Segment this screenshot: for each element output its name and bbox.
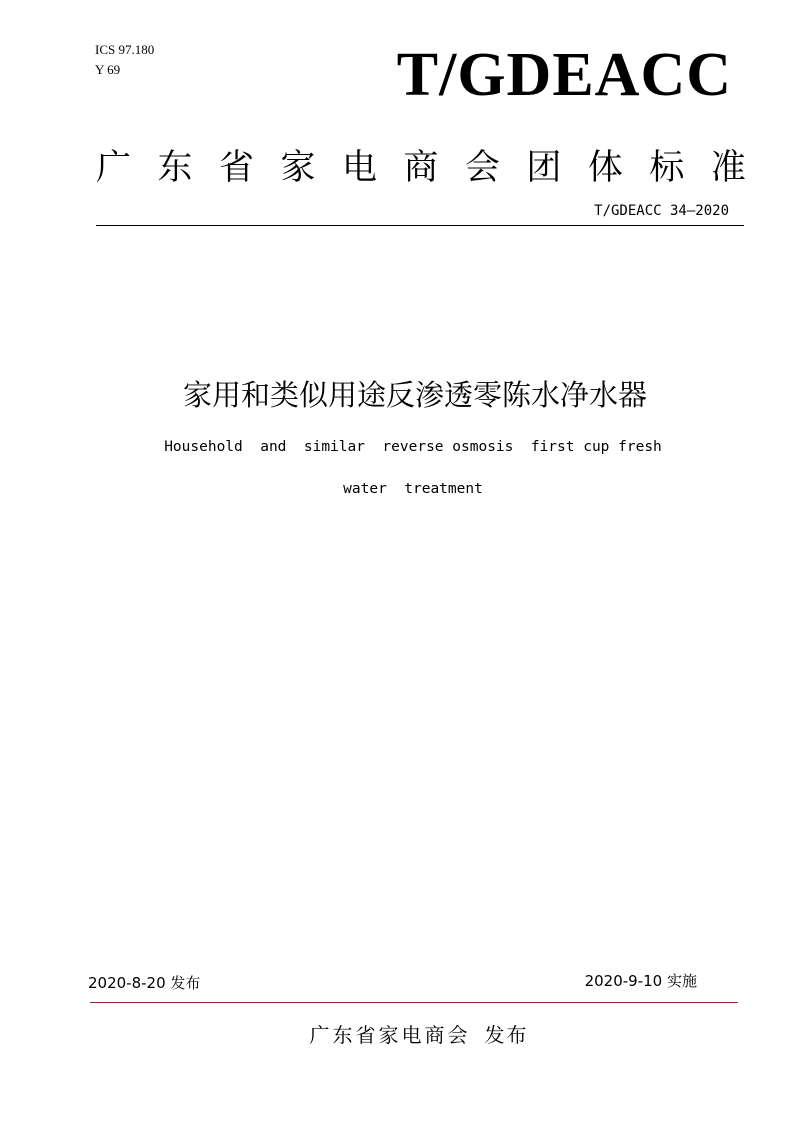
publish-date: 2020-8-20 发布 (88, 974, 201, 992)
org-title-char: 广 (96, 148, 132, 188)
english-title-line-1: Household and similar reverse osmosis first cup fresh (164, 439, 662, 455)
org-title-char: 家 (280, 148, 316, 188)
standard-number: T/GDEACC 34—2020 (594, 203, 729, 219)
class-code: Y 69 (95, 62, 121, 77)
org-title-char: 商 (403, 148, 439, 188)
bottom-divider (90, 1002, 738, 1003)
top-divider (96, 225, 744, 226)
org-title-char: 标 (649, 148, 685, 188)
org-title-char: 电 (341, 148, 377, 188)
org-title-char: 省 (218, 148, 254, 188)
implementation-date: 2020-9-10 实施 (584, 972, 697, 990)
chinese-title: 家用和类似用途反渗透零陈水净水器 (182, 378, 647, 412)
english-title-line-2: water treatment (343, 481, 483, 497)
publisher-verb: 发布 (484, 1023, 529, 1047)
publisher-line (0, 1020, 800, 1050)
organization-title (96, 146, 746, 190)
standard-logo: T/GDEACC (396, 41, 732, 109)
publisher-name: 广东省家电商会 (309, 1023, 471, 1047)
org-title-char: 团 (526, 148, 562, 188)
classification-block (95, 40, 154, 80)
org-title-char: 东 (157, 148, 193, 188)
ics-code: ICS 97.180 (95, 42, 155, 57)
org-title-char: 准 (710, 148, 746, 188)
org-title-char: 体 (587, 148, 623, 188)
org-title-char: 会 (464, 148, 500, 188)
